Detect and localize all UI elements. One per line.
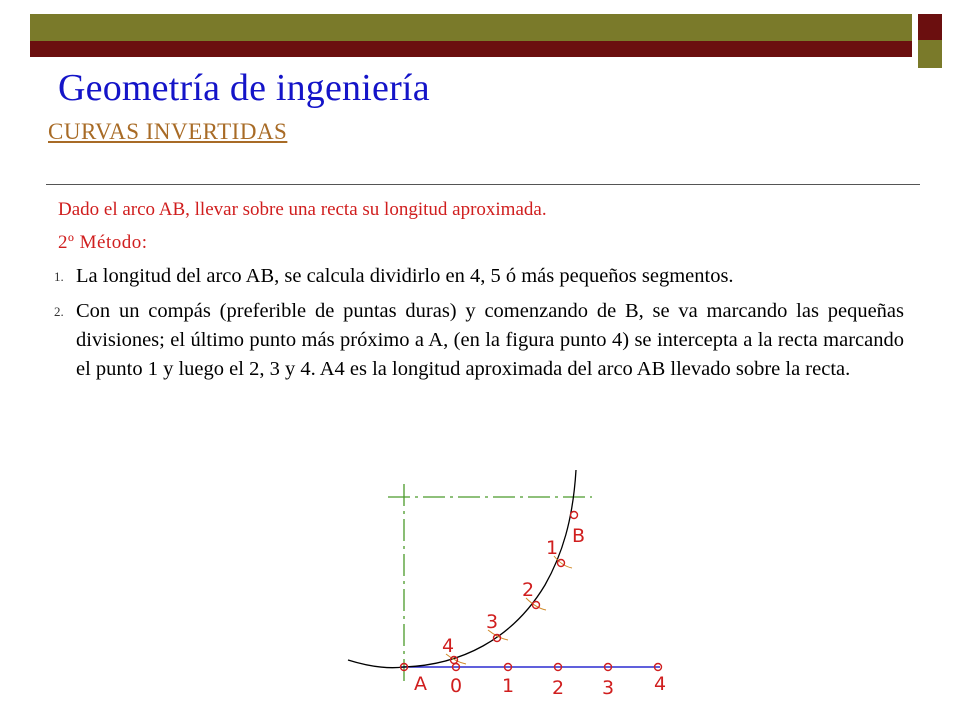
label-line-3: 3 bbox=[602, 677, 615, 699]
step-number: 2. bbox=[54, 304, 64, 319]
corner-square-olive bbox=[918, 40, 942, 68]
label-line-1: 1 bbox=[502, 675, 515, 697]
label-line-2: 2 bbox=[552, 677, 565, 699]
step-number: 1. bbox=[54, 269, 64, 284]
method-heading: 2º Método: bbox=[58, 232, 148, 253]
step-item bbox=[48, 262, 904, 291]
label-arc-4: 4 bbox=[442, 635, 455, 657]
corner-square-dark bbox=[918, 14, 942, 40]
divider bbox=[46, 184, 920, 185]
step-item bbox=[48, 297, 904, 384]
header-stripe bbox=[30, 41, 912, 54]
label-arc-2: 2 bbox=[522, 579, 535, 601]
label-line-4: 4 bbox=[654, 673, 667, 695]
intro-text: Dado el arco AB, llevar sobre una recta su longitud aproximada. bbox=[58, 199, 547, 220]
page-title: Geometría de ingeniería bbox=[58, 67, 430, 109]
label-a: A bbox=[414, 673, 427, 695]
arc-diagram bbox=[340, 470, 700, 700]
step-text: Con un compás (preferible de puntas duras) y comenzando de B, se va marcando las pequeñas divisiones; el último punto más próximo a A, (en la figura punto 4) se intercepta a la recta marcando el punto 1 y luego el 2, 3 y 4. A4 es la longitud aproximada del arco AB llevado sobre la recta. bbox=[76, 300, 904, 380]
label-arc-1: 1 bbox=[546, 537, 559, 559]
label-b: B bbox=[572, 525, 586, 547]
arc-point-b bbox=[571, 512, 578, 519]
steps-list bbox=[48, 262, 904, 390]
step-text: La longitud del arco AB, se calcula dividirlo en 4, 5 ó más pequeños segmentos. bbox=[76, 265, 734, 287]
arc-ab bbox=[348, 470, 576, 668]
section-subtitle: CURVAS INVERTIDAS bbox=[48, 119, 288, 144]
label-arc-3: 3 bbox=[486, 611, 499, 633]
label-line-0: 0 bbox=[450, 675, 463, 697]
header-bar bbox=[30, 14, 912, 57]
